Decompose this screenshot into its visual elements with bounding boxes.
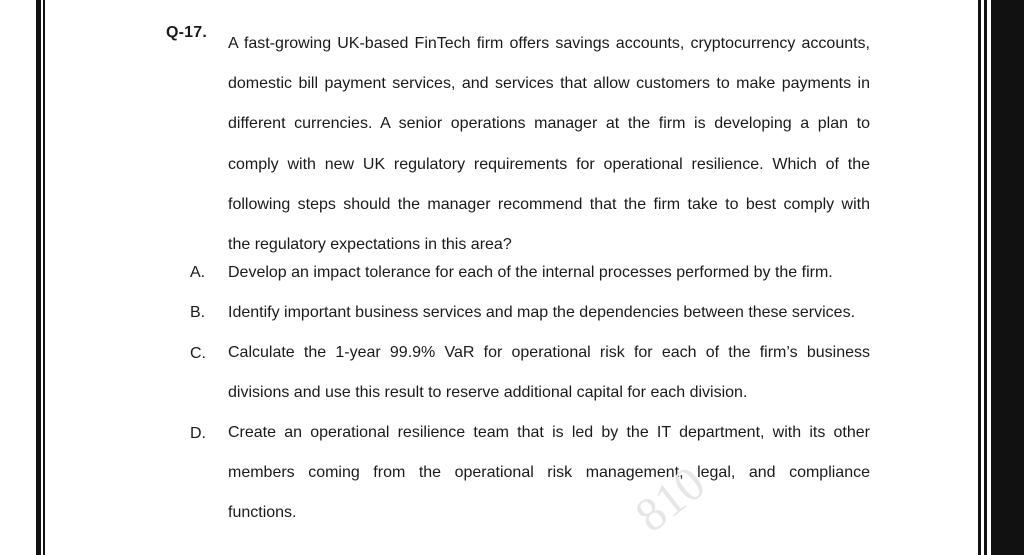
right-border-line-2 (984, 0, 987, 555)
option-letter: D. (190, 425, 206, 442)
left-border-line-inner (43, 0, 45, 555)
option-letter: A. (190, 264, 206, 281)
option-text (228, 333, 870, 413)
option-letter: C. (190, 345, 206, 362)
question-stem (228, 24, 870, 265)
option-text (228, 413, 870, 534)
watermark: 810 (625, 456, 715, 543)
option-line: divisions and use this result to reserve additional capital for each division. (228, 384, 748, 402)
option-line: members coming from the operational risk management, legal, and compliance (228, 464, 870, 482)
option-text (228, 264, 870, 282)
question-number: Q-17. (166, 24, 208, 41)
option-letter: B. (190, 304, 206, 321)
stem-line: following steps should the manager recommend that the firm take to best comply with (228, 195, 870, 213)
option-line: Create an operational resilience team that is led by the IT department, with its other (228, 424, 870, 441)
left-border-line (36, 0, 41, 555)
option-text (228, 304, 870, 322)
option-line: functions. (228, 504, 297, 522)
option-line: Develop an impact tolerance for each of the internal processes performed by the firm. (228, 264, 833, 281)
stem-line: comply with new UK regulatory requirements for operational resilience. Which of the (228, 155, 870, 173)
page-right-edge (964, 0, 1024, 555)
stem-line: the regulatory expectations in this area? (228, 236, 512, 254)
right-border-line (978, 0, 981, 555)
option-line: Calculate the 1-year 99.9% VaR for operational risk for each of the firm’s business (228, 344, 870, 361)
stem-line: domestic bill payment services, and services that allow customers to make payments in (228, 75, 870, 93)
page-left-edge (0, 0, 46, 555)
option-line: Identify important business services and map the dependencies between these services. (228, 304, 856, 321)
stem-line: different currencies. A senior operations manager at the firm is developing a plan to (228, 115, 870, 133)
right-border-block (991, 0, 1024, 555)
stem-line: A fast-growing UK-based FinTech firm offers savings accounts, cryptocurrency accounts, (228, 35, 870, 52)
